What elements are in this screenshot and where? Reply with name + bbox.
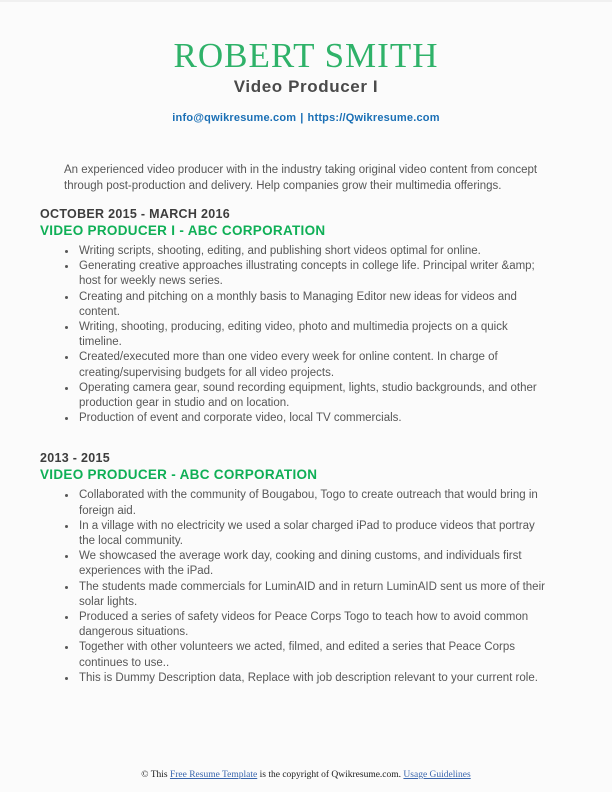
candidate-name: ROBERT SMITH bbox=[173, 36, 439, 75]
job-title-heading: Video Producer I bbox=[233, 77, 379, 96]
footer-copyright-middle: is the copyright of Qwikresume.com. bbox=[257, 770, 404, 780]
bullet-item: • Creating and pitching on a monthly basis to Managing Editor new ideas for videos and content. bbox=[77, 290, 550, 320]
free-resume-template-link[interactable]: Free Resume Template bbox=[169, 770, 258, 780]
bullet-item: • This is Dummy Description data, Replace with job description relevant to your current role. bbox=[77, 671, 550, 686]
website-link[interactable]: https://Qwikresume.com bbox=[307, 112, 440, 124]
bullet-item: • Production of event and corporate video, local TV commercials. bbox=[77, 411, 550, 426]
job-2-dates: 2013 - 2015 bbox=[40, 451, 111, 466]
contact-line bbox=[0, 112, 612, 124]
experience-section-1 bbox=[40, 207, 550, 426]
summary-paragraph: An experienced video producer with in the industry taking original video content from concept through post-production and delivery. Help companies grow their multimedia offerings. bbox=[64, 164, 538, 192]
bullet-item: • Produced a series of safety videos for Peace Corps Togo to teach how to avoid common dangerous situations. bbox=[77, 610, 550, 640]
bullet-item: • Writing, shooting, producing, editing video, photo and multimedia projects on a quick timeline. bbox=[77, 320, 550, 350]
job-2-role: VIDEO PRODUCER - ABC CORPORATION bbox=[40, 467, 318, 483]
bullet-item: • The students made commercials for LuminAID and in return LuminAID sent us more of their solar lights. bbox=[77, 580, 550, 610]
contact-separator: | bbox=[300, 112, 304, 124]
job-1-dates: OCTOBER 2015 - MARCH 2016 bbox=[40, 207, 230, 221]
page-footer bbox=[0, 770, 612, 780]
bullet-item: • Operating camera gear, sound recording equipment, lights, studio backgrounds, and other production gear in studio and on location. bbox=[77, 381, 550, 411]
job-1-role: VIDEO PRODUCER I - ABC CORPORATION bbox=[40, 223, 326, 238]
resume-header bbox=[0, 2, 612, 124]
bullet-item: • In a village with no electricity we used a solar charged iPad to produce videos that portray the local community. bbox=[77, 519, 550, 549]
bullet-item: • Collaborated with the community of Bougabou, Togo to create outreach that would bring in foreign aid. bbox=[77, 488, 550, 518]
job-1-bullet-list bbox=[40, 244, 550, 426]
usage-guidelines-link[interactable]: Usage Guidelines bbox=[403, 770, 471, 780]
bullet-item: • Created/executed more than one video every week for online content. In charge of creating/supervising budgets for all video projects. bbox=[77, 350, 550, 380]
footer-copyright-prefix: © This bbox=[141, 770, 170, 780]
email-link[interactable]: info@qwikresume.com bbox=[172, 112, 297, 124]
experience-section-2 bbox=[40, 451, 550, 686]
bullet-item: • Writing scripts, shooting, editing, and publishing short videos optimal for online. bbox=[77, 244, 550, 259]
bullet-item: • Together with other volunteers we acted, filmed, and edited a series that Peace Corps continues to use.. bbox=[77, 640, 550, 670]
bullet-item: • We showcased the average work day, cooking and dining customs, and individuals first experiences with the iPad. bbox=[77, 549, 550, 579]
job-2-bullet-list bbox=[40, 488, 550, 686]
bullet-item: • Generating creative approaches illustrating concepts in college life. Principal writer &amp; host for weekly news series. bbox=[77, 259, 550, 289]
